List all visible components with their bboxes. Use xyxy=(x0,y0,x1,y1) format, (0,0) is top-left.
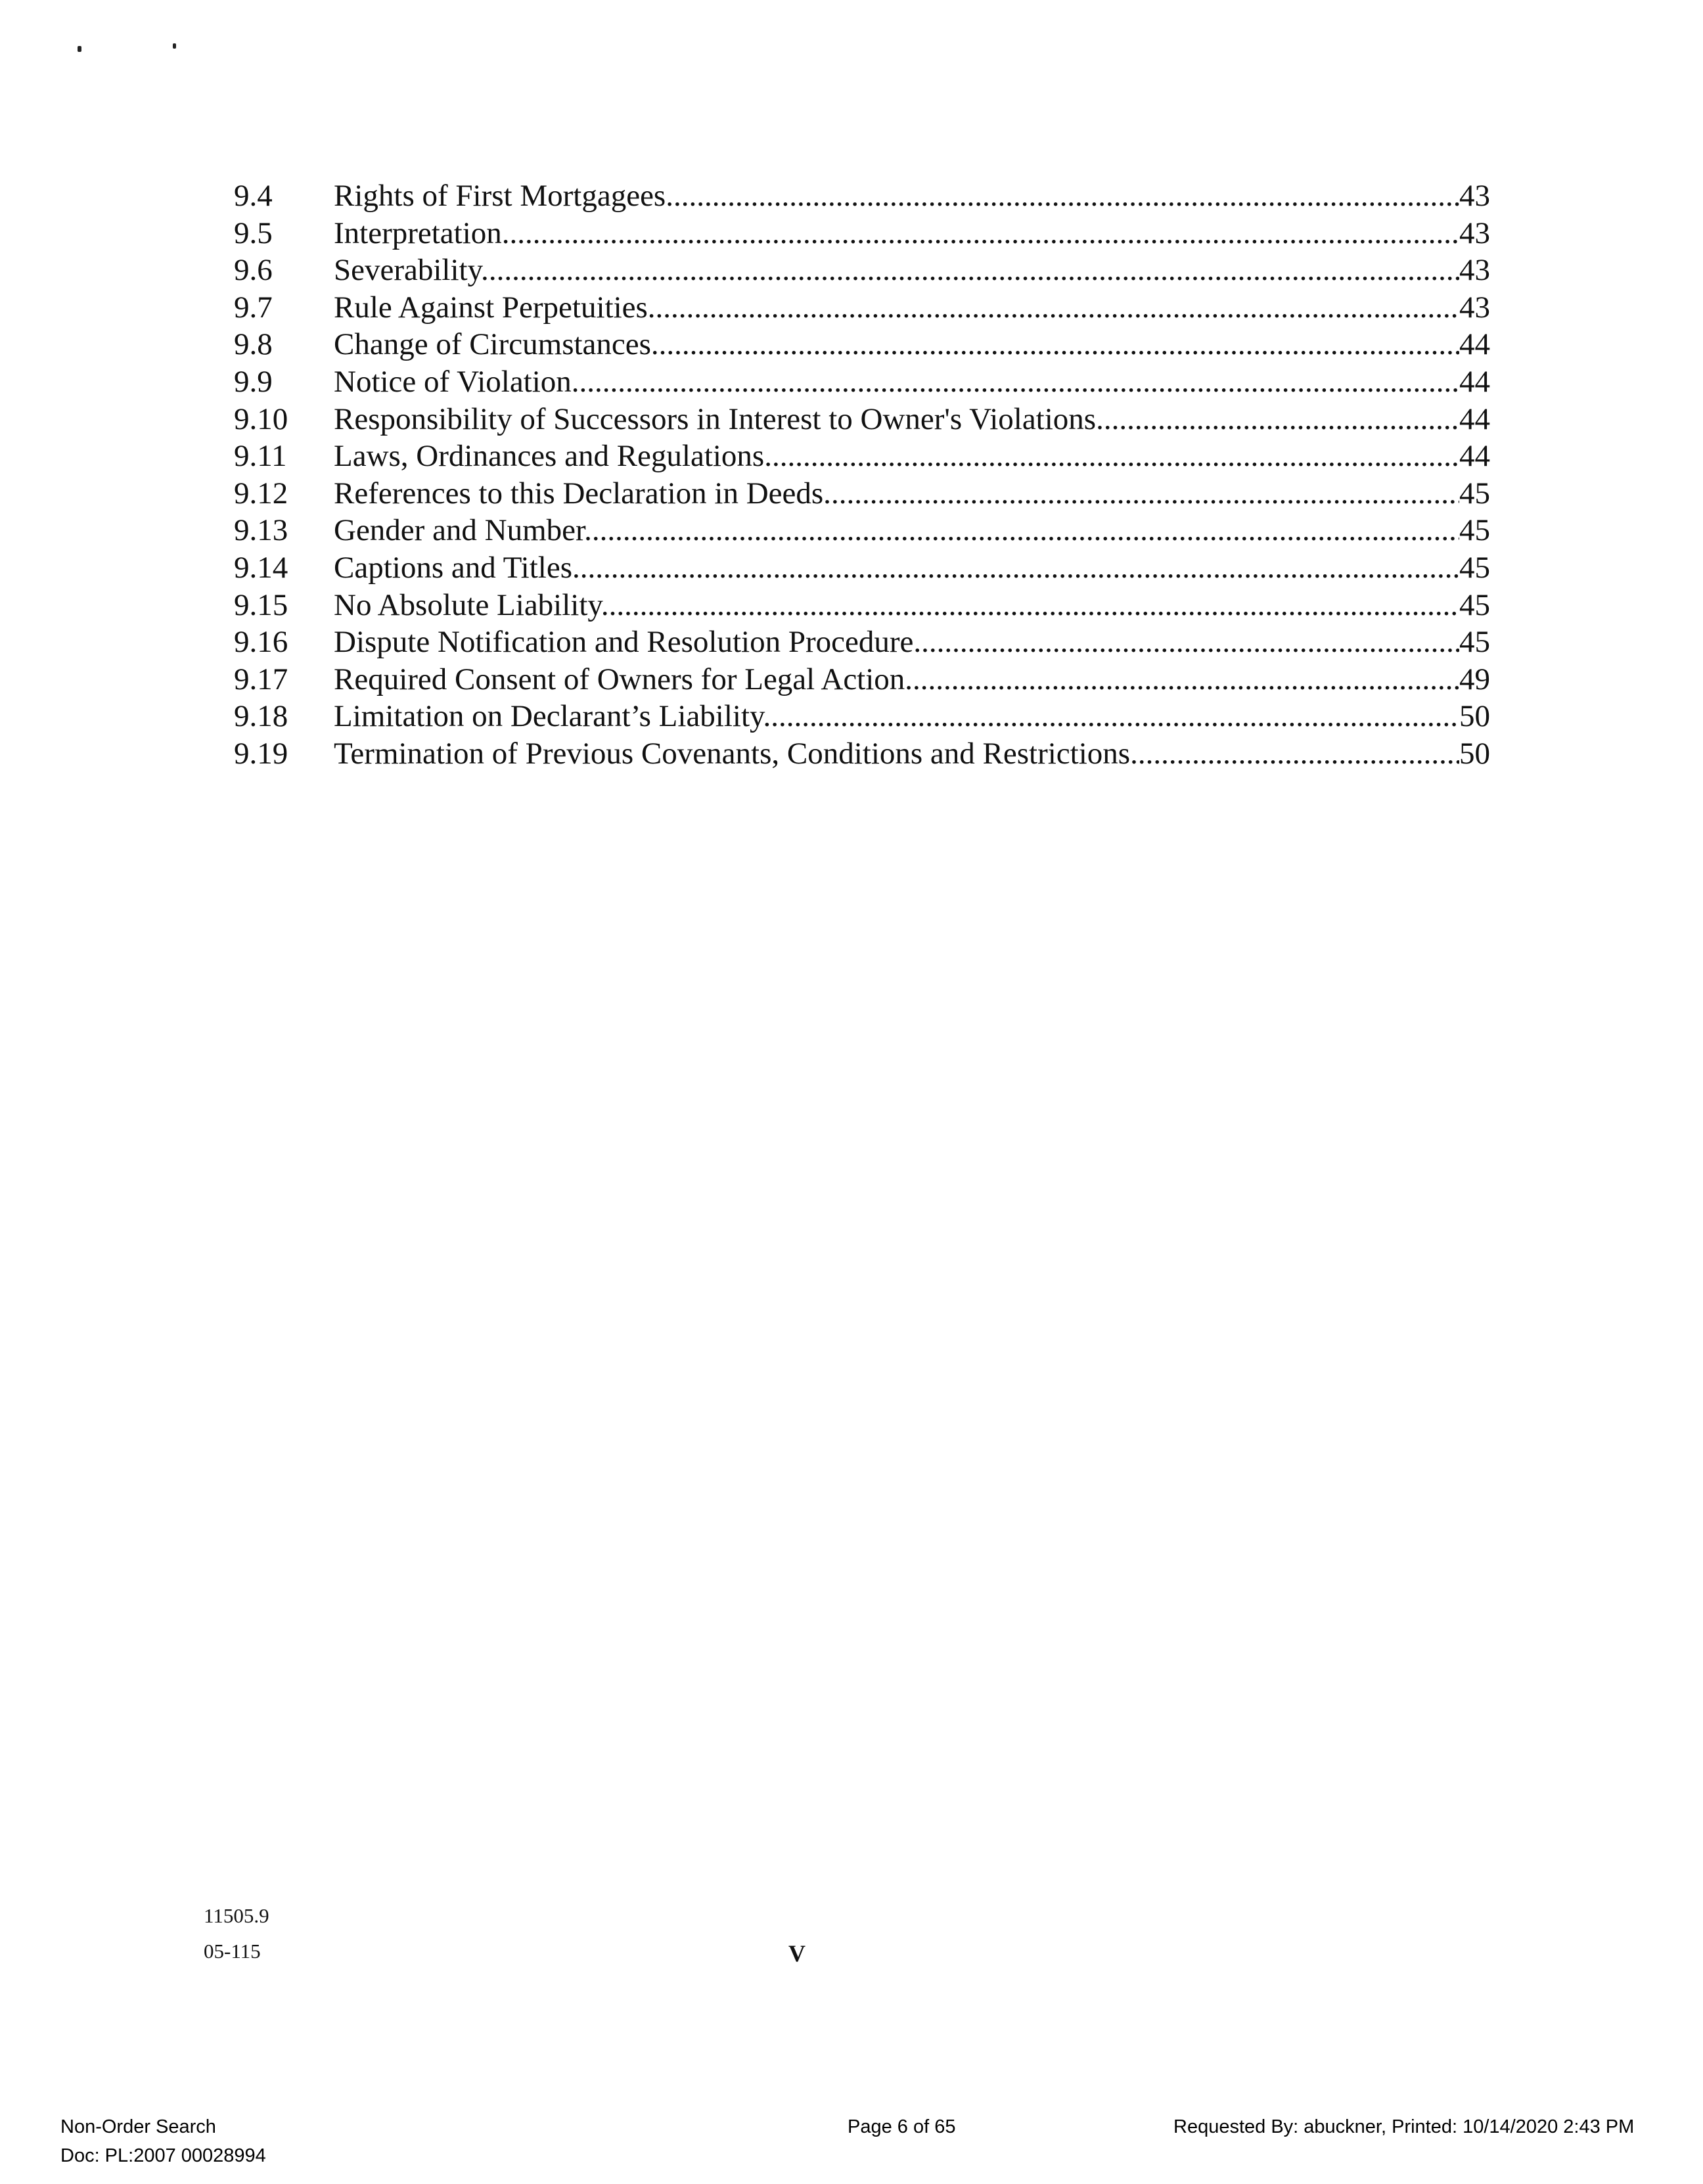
toc-entry-number: 9.15 xyxy=(234,587,288,622)
dot-leader xyxy=(771,698,1459,735)
toc-entry[interactable] xyxy=(234,326,1490,363)
dot-leader xyxy=(913,661,1459,698)
dot-leader xyxy=(580,549,1459,587)
toc-entry[interactable] xyxy=(234,549,1490,587)
toc-entry-title: No Absolute Liability. xyxy=(334,587,609,622)
toc-entry-number: 9.13 xyxy=(234,513,288,548)
toc-entry[interactable] xyxy=(234,698,1490,735)
doc-ref-number: 11505.9 xyxy=(204,1904,269,1927)
toc-entry-title: Notice of Violation. xyxy=(334,364,579,399)
toc-entry-page: 45 xyxy=(1459,587,1490,622)
toc-entry-page: 44 xyxy=(1459,327,1490,362)
toc-entry-title: Interpretation. xyxy=(334,216,510,250)
toc-entry-page: 43 xyxy=(1459,179,1490,213)
toc-entry[interactable] xyxy=(234,215,1490,252)
toc-entry[interactable] xyxy=(234,587,1490,624)
toc-entry-number: 9.6 xyxy=(234,253,273,288)
toc-entry-title: References to this Declaration in Deeds. xyxy=(334,476,831,511)
scan-speck xyxy=(78,46,81,52)
toc-entry-title: Dispute Notification and Resolution Procedure. xyxy=(334,625,922,660)
dot-leader xyxy=(659,326,1459,363)
dot-leader xyxy=(592,512,1459,549)
toc-entry-number: 9.7 xyxy=(234,290,273,325)
toc-entry-number: 9.10 xyxy=(234,401,288,436)
toc-entry-page: 45 xyxy=(1459,513,1490,548)
toc-entry[interactable] xyxy=(234,363,1490,401)
toc-entry-title: Rights of First Mortgagees. xyxy=(334,179,673,213)
toc-entry-page: 49 xyxy=(1459,662,1490,696)
dot-leader xyxy=(1104,401,1459,438)
toc-entry-number: 9.17 xyxy=(234,662,288,696)
footer-search-type: Non-Order Search xyxy=(60,2116,216,2137)
toc-entry-number: 9.12 xyxy=(234,476,288,511)
toc-entry-page: 50 xyxy=(1459,699,1490,734)
toc-entry-title: Gender and Number. xyxy=(334,513,592,548)
toc-entry-title: Rule Against Perpetuities. xyxy=(334,290,656,325)
toc-entry-number: 9.4 xyxy=(234,179,273,213)
toc-entry-title: Responsibility of Successors in Interest to Owner's Violations. xyxy=(334,401,1104,436)
toc-entry[interactable] xyxy=(234,735,1490,773)
toc-entry-title: Severability. xyxy=(334,253,489,288)
toc-entry-number: 9.16 xyxy=(234,625,288,660)
toc-entry[interactable] xyxy=(234,438,1490,475)
toc-entry-number: 9.14 xyxy=(234,550,288,585)
toc-entry-page: 44 xyxy=(1459,439,1490,474)
page-marker: V xyxy=(788,1940,806,1967)
dot-leader xyxy=(831,475,1459,512)
toc-entry[interactable] xyxy=(234,289,1490,327)
dot-leader xyxy=(656,289,1459,327)
toc-entry-page: 45 xyxy=(1459,476,1490,511)
toc-entry-page: 44 xyxy=(1459,364,1490,399)
footer-doc-id: Doc: PL:2007 00028994 xyxy=(60,2145,266,2166)
toc-entry-page: 43 xyxy=(1459,216,1490,250)
toc-entry-number: 9.9 xyxy=(234,364,273,399)
toc-entry-title: Limitation on Declarant’s Liability. xyxy=(334,699,771,734)
toc-entry[interactable] xyxy=(234,624,1490,661)
toc-entry-title: Required Consent of Owners for Legal Action. xyxy=(334,662,913,696)
scan-speck xyxy=(173,43,176,49)
dot-leader xyxy=(1138,735,1459,773)
dot-leader xyxy=(489,252,1459,289)
toc-entry[interactable] xyxy=(234,177,1490,215)
dot-leader xyxy=(772,438,1459,475)
toc-entry[interactable] xyxy=(234,252,1490,289)
toc-entry[interactable] xyxy=(234,401,1490,438)
toc-entry-number: 9.11 xyxy=(234,439,287,474)
doc-ref-code: 05-115 xyxy=(204,1940,261,1963)
toc-entry-page: 45 xyxy=(1459,625,1490,660)
toc-entry-page: 43 xyxy=(1459,253,1490,288)
dot-leader xyxy=(609,587,1459,624)
toc-entry-page: 45 xyxy=(1459,550,1490,585)
dot-leader xyxy=(579,363,1459,401)
footer-page-info: Page 6 of 65 xyxy=(848,2116,956,2137)
toc-entry-title: Laws, Ordinances and Regulations. xyxy=(334,439,772,474)
table-of-contents xyxy=(234,177,1490,773)
toc-entry-page: 43 xyxy=(1459,290,1490,325)
footer-requested-by: Requested By: abuckner, Printed: 10/14/2020 2:43 PM xyxy=(1173,2116,1635,2137)
dot-leader xyxy=(510,215,1459,252)
toc-entry-title: Captions and Titles. xyxy=(334,550,580,585)
toc-entry-page: 44 xyxy=(1459,401,1490,436)
toc-entry-number: 9.18 xyxy=(234,699,288,734)
toc-entry-title: Change of Circumstances. xyxy=(334,327,659,362)
toc-entry[interactable] xyxy=(234,661,1490,698)
toc-entry[interactable] xyxy=(234,512,1490,549)
toc-entry-number: 9.5 xyxy=(234,216,273,250)
dot-leader xyxy=(921,624,1459,661)
toc-entry-number: 9.8 xyxy=(234,327,273,362)
toc-entry-number: 9.19 xyxy=(234,736,288,771)
toc-entry-page: 50 xyxy=(1459,736,1490,771)
dot-leader xyxy=(673,177,1459,215)
toc-entry-title: Termination of Previous Covenants, Conditions and Restrictions. xyxy=(334,736,1138,771)
toc-entry[interactable] xyxy=(234,475,1490,512)
